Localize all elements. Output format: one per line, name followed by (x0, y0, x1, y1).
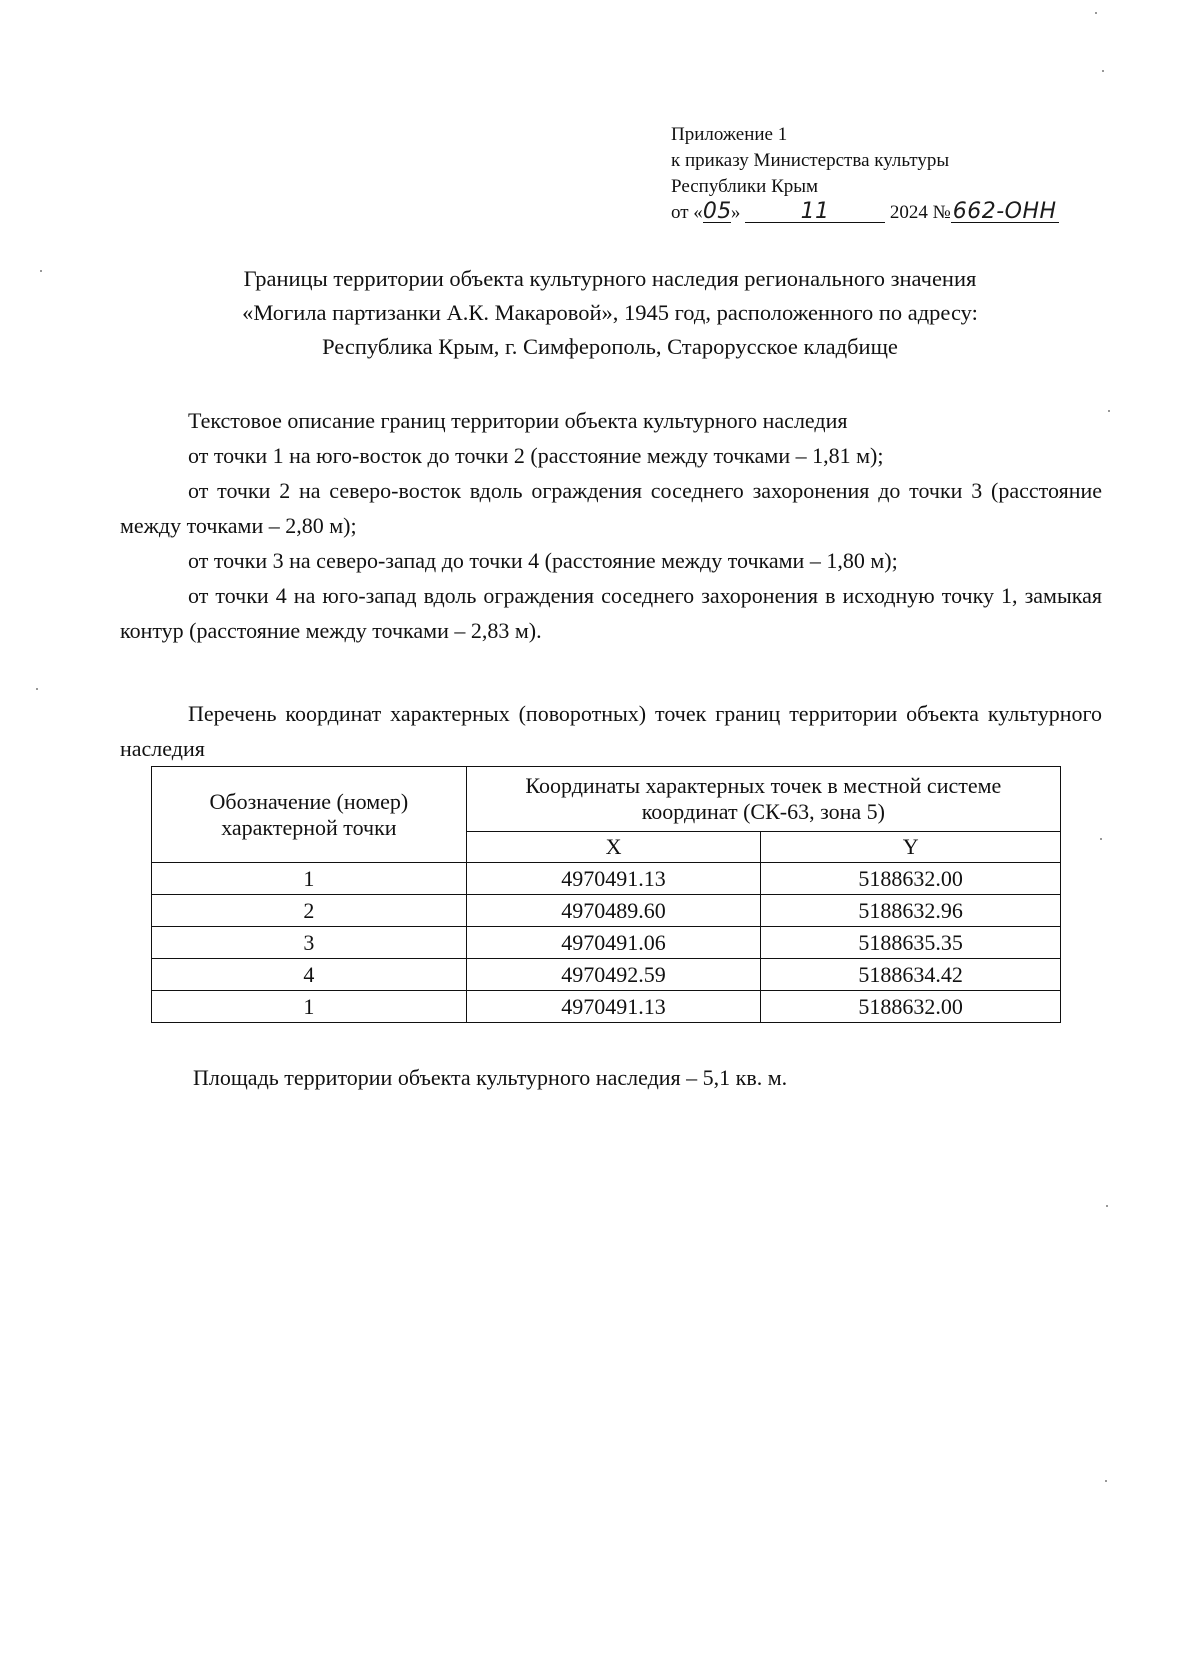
cell-point: 2 (152, 895, 467, 927)
description-item: от точки 3 на северо-запад до точки 4 (расстояние между точками – 1,80 м); (188, 548, 898, 573)
cell-x: 4970491.13 (466, 863, 761, 895)
cell-x: 4970491.06 (466, 927, 761, 959)
description-item: от точки 2 на северо-восток вдоль ограждения соседнего захоронения до точки 3 (расстояние между точками – 2,80 м); (120, 478, 1102, 538)
table-row (152, 991, 1061, 1023)
date-year: 2024 № (889, 202, 951, 223)
title-line-1: Границы территории объекта культурного наследия регионального значения (243, 266, 977, 291)
scan-speck (1105, 1480, 1107, 1482)
cell-point: 4 (152, 959, 467, 991)
order-number-handwritten: 662-ОНН (952, 199, 1057, 224)
table-row (152, 927, 1061, 959)
col-header-coords: Координаты характерных точек в местной системе координат (СК-63, зона 5) (466, 767, 1060, 832)
area-statement: Площадь территории объекта культурного наследия – 5,1 кв. м. (193, 1065, 788, 1090)
description-list (120, 438, 1102, 648)
cell-y: 5188632.00 (761, 991, 1061, 1023)
cell-y: 5188632.00 (761, 863, 1061, 895)
appendix-order-ref: к приказу Министерства культуры (671, 150, 950, 171)
scan-speck (40, 270, 42, 272)
cell-y: 5188634.42 (761, 959, 1061, 991)
coordinates-heading-block (120, 696, 1102, 766)
table-row (152, 959, 1061, 991)
scan-speck (1100, 838, 1102, 840)
scan-speck (1108, 410, 1110, 412)
coordinates-heading: Перечень координат характерных (поворотных) точек границ территории объекта культурного наследия (120, 701, 1102, 761)
cell-x: 4970492.59 (466, 959, 761, 991)
scan-speck (1106, 1205, 1108, 1207)
cell-point: 3 (152, 927, 467, 959)
scan-speck (1095, 12, 1097, 14)
appendix-republic: Республики Крым (671, 176, 819, 197)
cell-x: 4970489.60 (466, 895, 761, 927)
date-mid: » (730, 202, 741, 223)
scan-speck (1102, 70, 1104, 72)
coordinates-table (151, 766, 1061, 1023)
cell-y: 5188635.35 (761, 927, 1061, 959)
cell-point: 1 (152, 991, 467, 1023)
description-item: от точки 4 на юго-запад вдоль ограждения соседнего захоронения в исходную точку 1, замыкая контур (расстояние между точками – 2,83 м). (120, 583, 1102, 643)
col-header-y: Y (761, 832, 1061, 863)
appendix-number: Приложение 1 (671, 124, 788, 145)
cell-x: 4970491.13 (466, 991, 761, 1023)
description-heading: Текстовое описание границ территории объекта культурного наследия (188, 408, 848, 433)
date-month-handwritten: 11 (745, 202, 885, 223)
description-item: от точки 1 на юго-восток до точки 2 (расстояние между точками – 1,81 м); (188, 443, 884, 468)
date-day-handwritten: 05 (702, 199, 732, 224)
appendix-date-line (671, 200, 1141, 226)
date-prefix: от « (671, 202, 703, 223)
title-line-2: «Могила партизанки А.К. Макаровой», 1945 год, расположенного по адресу: (242, 300, 978, 325)
appendix-header (671, 122, 1141, 226)
col-header-x: X (466, 832, 761, 863)
col-header-point: Обозначение (номер) характерной точки (152, 767, 467, 863)
cell-point: 1 (152, 863, 467, 895)
table-row (152, 863, 1061, 895)
title-line-3: Республика Крым, г. Симферополь, Старорусское кладбище (322, 334, 898, 359)
cell-y: 5188632.96 (761, 895, 1061, 927)
table-row (152, 895, 1061, 927)
document-title (120, 262, 1100, 364)
scan-speck (36, 688, 38, 690)
